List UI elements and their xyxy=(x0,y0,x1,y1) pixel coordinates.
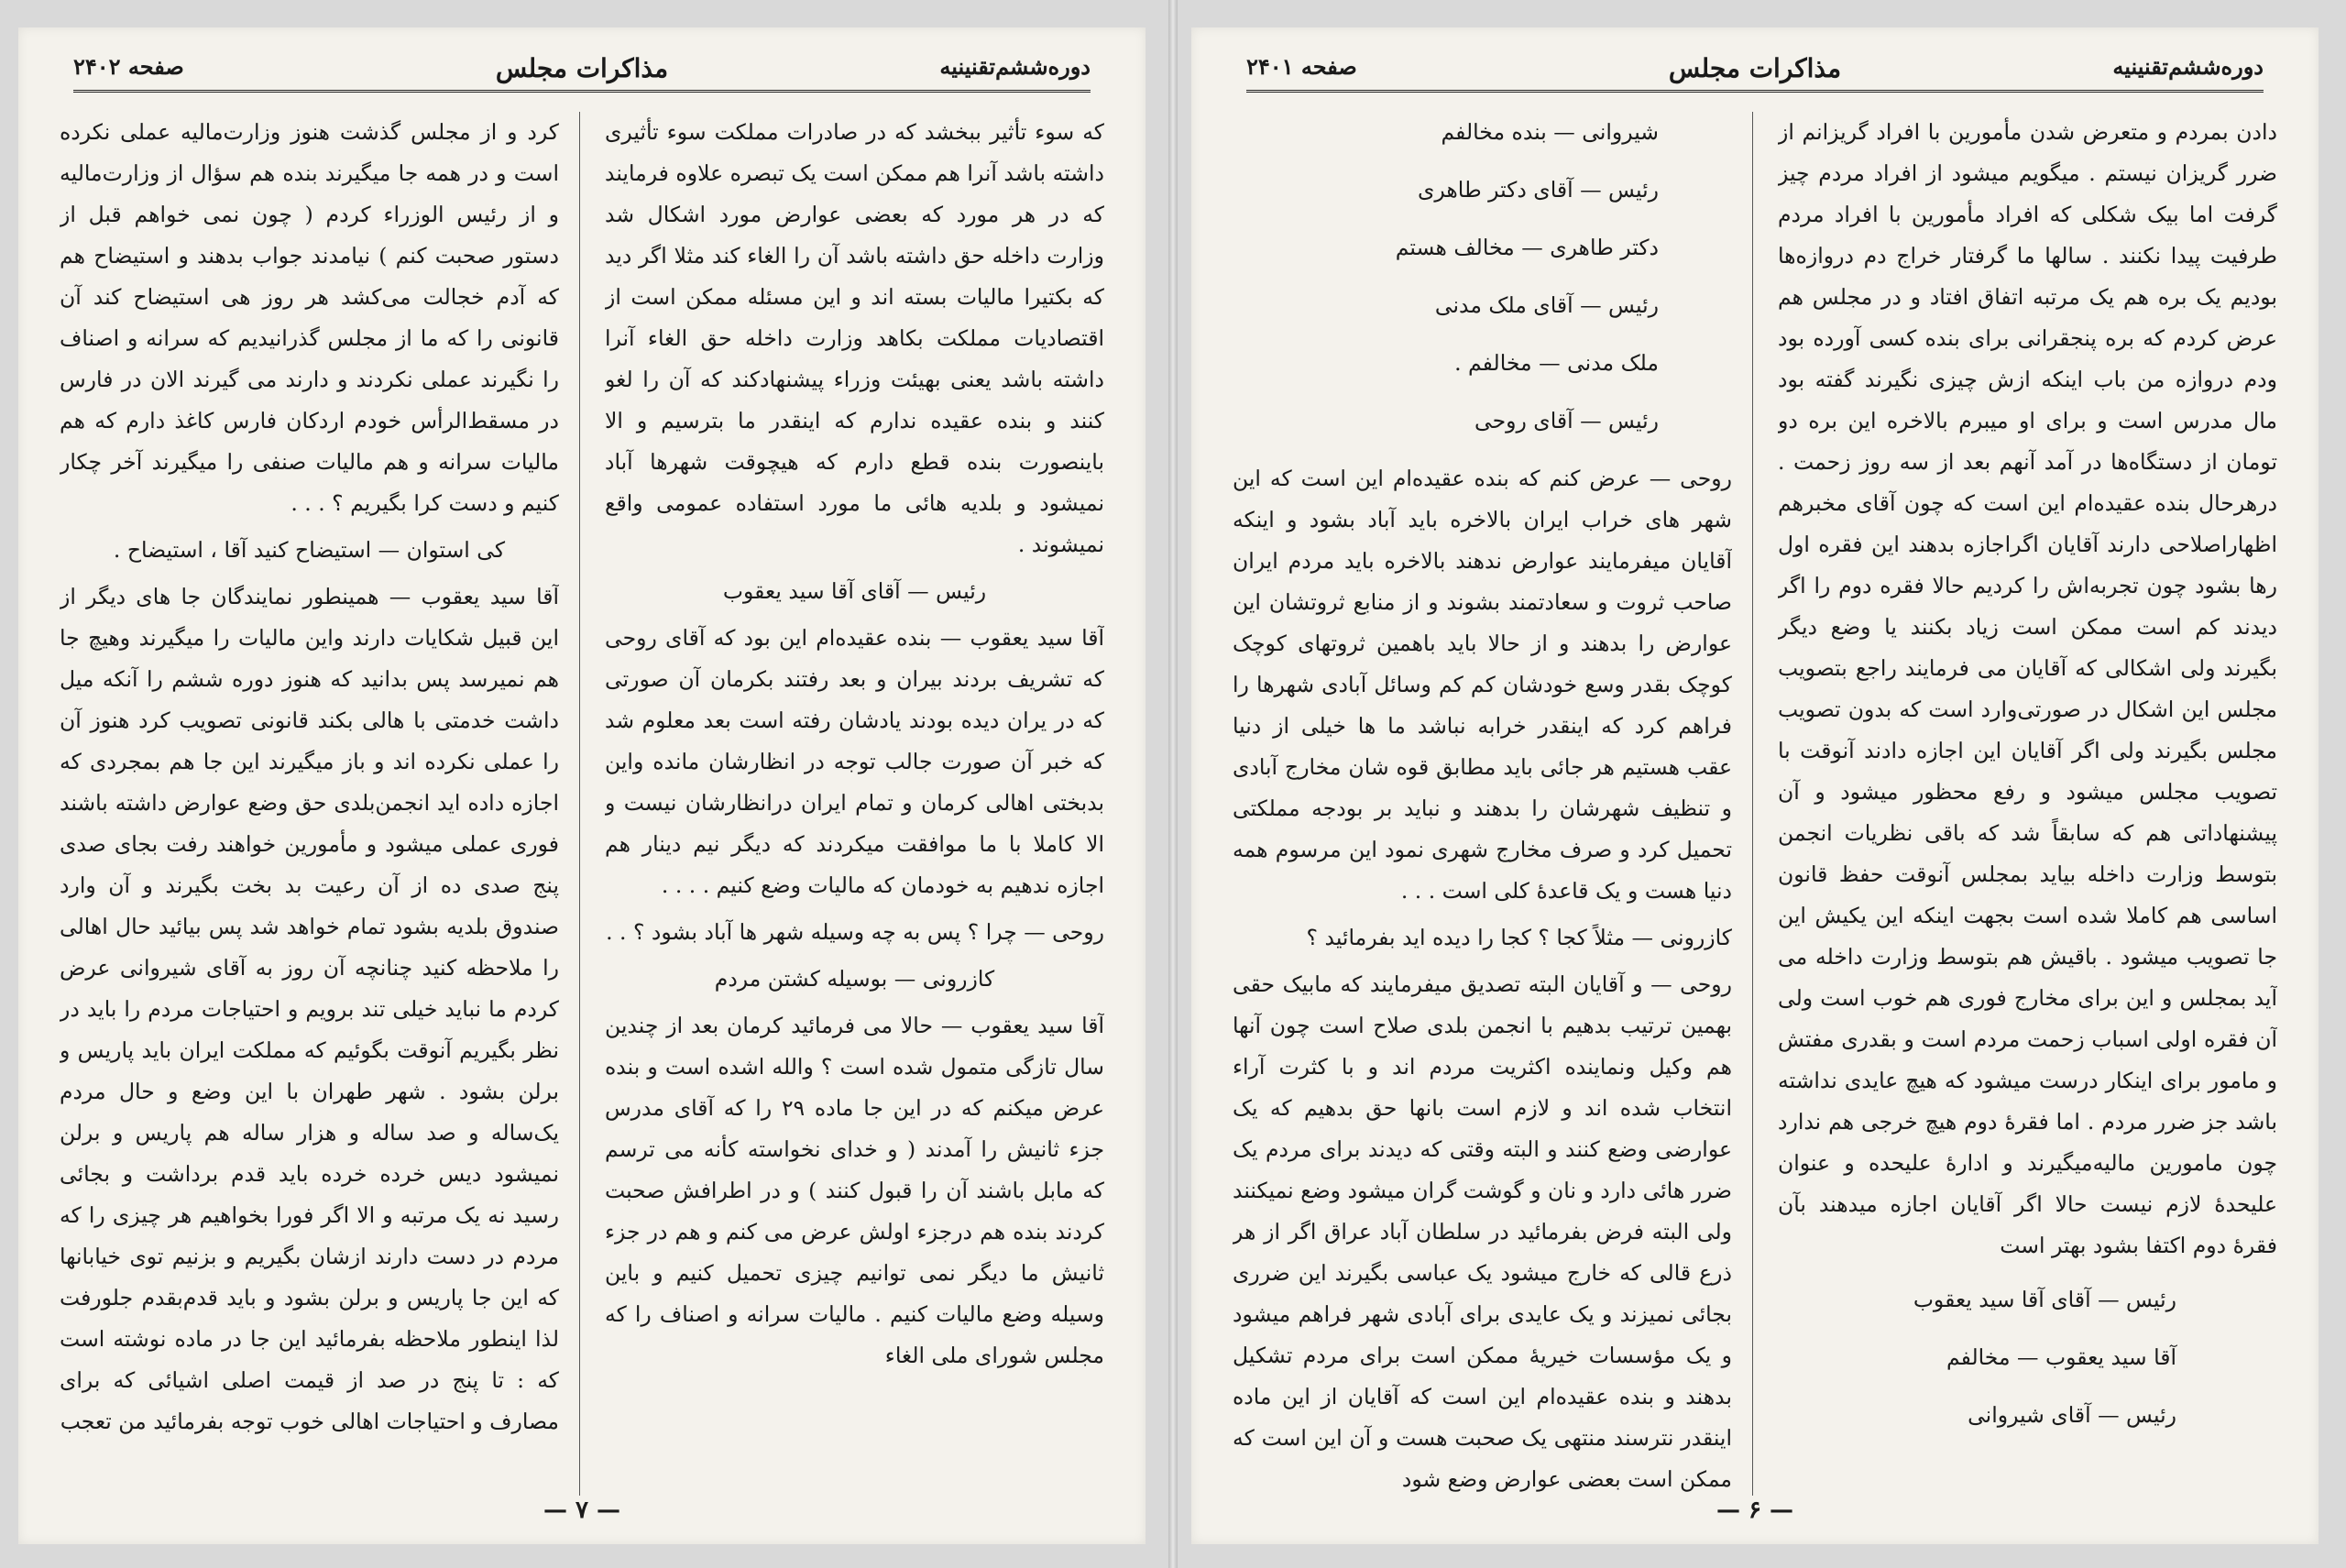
paragraph: کی استوان — استیضاح کنید آقا ، استیضاح . xyxy=(113,537,506,563)
text-column-right xyxy=(1778,112,2277,1505)
text-column-left xyxy=(60,112,559,1505)
paragraph: کازرونی — بوسیله کشتن مردم xyxy=(714,966,995,992)
page-2401 xyxy=(1191,27,2319,1544)
text-column-left xyxy=(1233,112,1732,1505)
paragraph: آقا سید یعقوب — حالا می فرمائید کرمان بعد از چندین سال تازگی متمول شده است ؟ والله اشده است و بنده عرض میکنم که در این جا ماده ۲۹ را که آقای مدرس جزء ثانیش را آمدند ( و خدای نخواسته کأنه می ترسم که مابل باشند آن را قبول کنند ) و در اطرافش صحبت کردند بنده هم درجزء اولش عرض می کنم و هم در جزء ثانیش ما دیگر نمی توانیم چیزی تحمیل کنیم و باین وسیله وضع مالیات کنیم . مالیات سرانه و اصناف را که مجلس شورای ملی الغاء xyxy=(605,1013,1104,1368)
dialog-line: شیروانی — بنده مخالفم xyxy=(1441,119,1659,145)
dialog-line: ملک مدنی — مخالفم . xyxy=(1454,350,1659,376)
dialog-line: آقا سید یعقوب — مخالفم xyxy=(1946,1344,2176,1370)
dialog-line: رئیس — آقای آقا سید یعقوب xyxy=(1913,1287,2176,1312)
dialog-line: رئیس — آقای ملک مدنی xyxy=(1434,292,1659,318)
session-label: دوره‌ششم‌تقنینیه xyxy=(2112,53,2264,80)
dialog-line: رئیس — آقای روحی xyxy=(1474,408,1659,433)
paragraph: که سوء تأثیر ببخشد که در صادرات مملکت سوء تأثیری داشته باشد آنرا هم ممکن است یک تبصره علاوه فرمایند که در هر مورد که بعضی عوارض مورد اشکال شد وزارت داخله حق داشته باشد آن را الغاء کند مثلا اگر دید که بکتیرا مالیات بسته اند و این مسئله ممکن است از اقتصادیات مملکت بکاهد وزارت داخله حق الغاء آنرا داشته باشد یعنی بهیئت وزراء پیشنهادکند که آن را لغو کنند و بنده عقیده ندارم که اینقدر ما بترسیم و الا باینصورت بنده قطع دارم که هیچوقت شهرها آباد نمیشود و بلدیه هائی ما مورد استفاده عمومی واقع نمیشوند . xyxy=(605,119,1104,557)
dialog-line: رئیس — آقای دکتر طاهری xyxy=(1418,177,1659,203)
page-header xyxy=(1246,48,2264,93)
page-2402 xyxy=(18,27,1146,1544)
page-title: مذاکرات مجلس xyxy=(1668,53,1842,83)
paragraph: روحی — چرا ؟ پس به چه وسیله شهر ها آباد بشود ؟ . . xyxy=(606,919,1104,945)
dialog-block xyxy=(1778,1279,2277,1436)
session-label: دوره‌ششم‌تقنینیه xyxy=(939,53,1091,80)
dialog-block xyxy=(1233,112,1732,442)
dialog-line: دکتر طاهری — مخالف هستم xyxy=(1395,235,1659,260)
dialog-line: رئیس — آقای شیروانی xyxy=(1968,1402,2176,1428)
paragraph: کرد و از مجلس گذشت هنوز وزارت‌مالیه عملی نکرده است و در همه جا میگیرند بنده هم سؤال از وزارت‌مالیه و از رئیس الوزراء کردم ( چون نمی خواهم قبل از دستور صحبت کنم ) نیامدند جواب بدهند و استیضاح هم که آدم خجالت می‌کشد هر روز هی استیضاح کند آن قانونی را که ما از مجلس گذرانیدیم که سرانه و اصناف را نگیرند عملی نکردند و دارند می گیرند الان در فارس در مسقط‌الرأس خودم اردکان فارس کاغذ دارم که هم مالیات سرانه و هم مالیات صنفی را میگیرند آخر چکار کنیم و دست کرا بگیریم ؟ . . . xyxy=(60,119,559,516)
column-divider xyxy=(579,112,580,1496)
text-column-right xyxy=(605,112,1104,1505)
page-footer: — ۶ — xyxy=(1716,1497,1794,1524)
paragraph: رئیس — آقای آقا سید یعقوب xyxy=(722,578,987,604)
paragraph: آقا سید یعقوب — همینطور نمایندگان جا های دیگر از این قبیل شکایات دارند واین مالیات را میگیرند وهیچ جا هم نمیرسد پس بدانید که هنوز دوره ششم را آنکه میل داشت خدمتی با هالی بکند قانونی تصویب کرد هنوز آن را عملی نکرده اند و باز میگیرند این جا هم بمجردی که اجازه داده اید انجمن‌بلدی حق وضع عوارض داشته باشند فوری عملی میشود و مأمورین خواهند رفت بجای صدی پنج صدی ده از آن رعیت بد بخت بگیرند و آن وارد صندوق بلدیه بشود تمام خواهد شد پس بیائید حال اهالی را ملاحظه کنید چنانچه آن روز به آقای شیروانی عرض کردم ما نباید خیلی تند برویم و احتیاجات مردم را باید در نظر بگیریم آنوقت بگوئیم که مملکت ایران باید پاریس و برلن بشود . شهر طهران با این وضع و حال مردم یک‌ساله و صد ساله و هزار ساله هم پاریس و برلن نمیشود دیس خرده خرده باید قدم برداشت و بجائی رسید نه یک مرتبه و الا اگر فورا بخواهیم هر چیزی را که مردم در دست دارند ازشان بگیریم و بزنیم توی خیابانها که این جا پاریس و برلن بشود و باید قدم‌بقدم جلورفت لذا اینطور ملاحظه بفرمائید این جا در ماده نوشته است که : تا پنج در صد از قیمت اصلی اشیائی که برای مصارف و احتیاجات اهالی خوب توجه بفرمائید من تعجب xyxy=(60,584,559,1434)
page-header xyxy=(73,48,1091,93)
paragraph: روحی — و آقایان البته تصدیق میفرمایند که مابیک حقی بهمین ترتیب بدهیم با انجمن بلدی صلاح است چون آنها هم وکیل ونماینده اکثریت مردم اند و با کثرت آراء انتخاب شده اند و لازم است بانها حق بدهیم که یک عوارضی وضع کنند و البته وقتی که دیدند برای مردم یک ضرر هائی دارد و نان و گوشت گران میشود وضع نمیکنند ولی البته فرض بفرمائید در سلطان آباد عراق اگر از هر ذرع قالی که خارج میشود یک عباسی بگیرند این ضرری بجائی نمیزند و یک عایدی برای آبادی شهر فراهم میشود و یک مؤسسات خیریهٔ ممکن است برای مردم تشکیل بدهند و بنده عقیده‌ام این است که آقایان از این ماده اینقدر نترسند منتهی یک صحبت هست و آن این است که ممکن است بعضی عوارض وضع شود xyxy=(1233,971,1732,1492)
page-footer: — ۷ — xyxy=(543,1497,621,1524)
column-divider xyxy=(1752,112,1753,1496)
paragraph: دادن بمردم و متعرض شدن مأمورین با افراد گریزانم از ضرر گریزان نیستم . میگویم میشود از افراد مردم چیز گرفت اما بیک شکلی که افراد مأمورین با افراد مردم طرفیت پیدا نکنند . سالها ما گرفتار خراج دم دروازه‌ها بودیم یک بره هم یک مرتبه اتفاق افتاد و در مجلس هم عرض کردم که بره پنجقرانی برای بنده کسی آورده بود ودم دروازه من باب اینکه ازش چیزی نگیرند گفته بود مال مدرس است و برای او میبرم بالاخره این بره دو تومان از دستگاه‌ها در آمد آنهم بعد از سه روز زحمت . درهرحال بنده عقیده‌ام این است که چون آقای مخبرهم اظهاراصلاحی دارند آقایان اگراجازه بدهند این فقره اول رها بشود چون تجربه‌اش را کردیم حالا فقره دوم را اگر دیدند کم است ممکن است زیاد بکنند یا وضع دیگر بگیرند ولی اشکالی که آقایان می فرمایند راجع بتصویب مجلس این اشکال در صورتی‌وارد است که بدون تصویب مجلس بگیرند ولی اگر آقایان این اجازه دادند آنوقت با تصویب مجلس میشود و رفع محظور میشود و آن پیشنهاداتی هم که سابقاً شد که باقی نظریات انجمن بتوسط وزارت داخله بیاید بمجلس آنوقت حفظ قانون اساسی هم کاملا شده است بجهت اینکه این یکیش این جا تصویب میشود . باقیش هم بتوسط وزارت داخله می آید بمجلس و این برای مخارج فوری هم خوب است ولی آن فقره اولی اسباب زحمت مردم است و بقدری مفتش و مامور برای اینکار درست میشود که هیچ عایدی نداشته باشد جز ضرر مردم . اما فقرهٔ دوم هیچ خرجی هم ندارد چون مامورین مالیه‌میگیرند و ادارهٔ علیحده و عنوان علیحدهٔ لازم نیست حالا اگر آقایان اجازه میدهند بآن فقرهٔ دوم اکتفا بشود بهتر است xyxy=(1778,119,2277,1258)
page-number: صفحه ۲۴۰۲ xyxy=(73,53,184,80)
page-number: صفحه ۲۴۰۱ xyxy=(1246,53,1357,80)
paragraph: آقا سید یعقوب — بنده عقیده‌ام این بود که آقای روحی که تشریف بردند بیران و بعد رفتند بکرمان آن صورتی که در یران دیده بودند یادشان رفته است بعد معلوم شد که خبر آن صورت جالب توجه در انظارشان مانده واین بدبختی اهالی کرمان و تمام ایران درانظارشان نیست و الا کاملا با ما موافقت میکردند که دیگر نیم دینار هم اجازه ندهیم به خودمان که مالیات وضع کنیم . . . . xyxy=(605,625,1104,898)
paragraph: کازرونی — مثلاً کجا ؟ کجا را دیده اید بفرمائید ؟ xyxy=(1306,925,1732,950)
page-title: مذاکرات مجلس xyxy=(495,53,669,83)
book-spine xyxy=(1168,0,1178,1568)
paragraph: روحی — عرض کنم که بنده عقیده‌ام این است که این شهر های خراب ایران بالاخره باید آباد بشود و اینکه آقایان میفرمایند عوارض ندهند بالاخره باید مردم ایران صاحب ثروت و سعادتمند بشوند و از منابع ثروتشان این عوارض را بدهند و از حالا باید باهمین ثروتهای کوچک کوچک بقدر وسع خودشان کم کم وسائل آبادی شهرها را فراهم کرد که اینقدر خرابه نباشد ما ها خیلی از دنیا عقب هستیم هر جائی باید مطابق قوه شان مخارج آبادی و تنظیف شهرشان را بدهند و نباید بر بودجه مملکتی تحمیل کرد و صرف مخارج شهری نمود این مرسوم همه دنیا هست و یک قاعدهٔ کلی است . . . xyxy=(1233,466,1732,904)
